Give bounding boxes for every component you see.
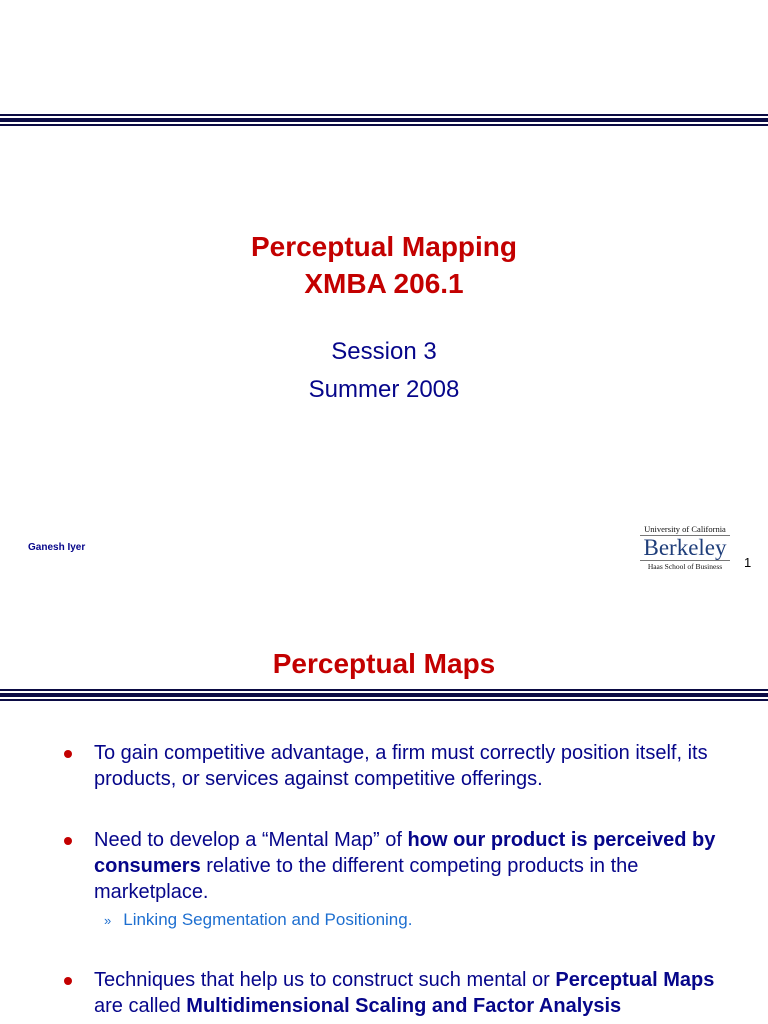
sub-bullet-text: Linking Segmentation and Positioning. [123,910,413,929]
bullet-text: Need to develop a “Mental Map” of how our product is perceived by consumers relative to the different competing products in the marketplace. [94,829,716,903]
title-line-1: Perceptual Mapping [250,231,518,262]
logo-main-text: Berkeley [643,535,727,560]
bullet-dot-icon [64,750,72,758]
bullet-dot-icon [64,837,72,845]
header-rule [0,114,768,126]
slide-title: Perceptual Maps [272,648,496,679]
sub-bullet-item [104,909,412,932]
slide-2 [0,576,768,1024]
bullet-dot-icon [64,977,72,985]
bullet-text: Techniques that help us to construct such mental or Perceptual Maps are called Multidimensional Scaling and Factor Analysis [94,969,715,1017]
logo-bottom-text: Haas School of Business [640,560,730,571]
logo-top-text: University of California [640,524,730,536]
sub-bullet-marker-icon: » [104,913,112,928]
slide-title [0,228,768,302]
bullet-text: To gain competitive advantage, a firm must correctly position itself, its products, or services against competitive offerings. [94,742,708,790]
berkeley-logo [640,524,730,571]
header-rule [0,689,768,701]
page-number: 1 [744,555,752,570]
term-text: Summer 2008 [308,376,460,403]
title-line-2: XMBA 206.1 [304,268,464,299]
author-name: Ganesh Iyer [28,542,86,553]
session-text: Session 3 [331,338,437,365]
